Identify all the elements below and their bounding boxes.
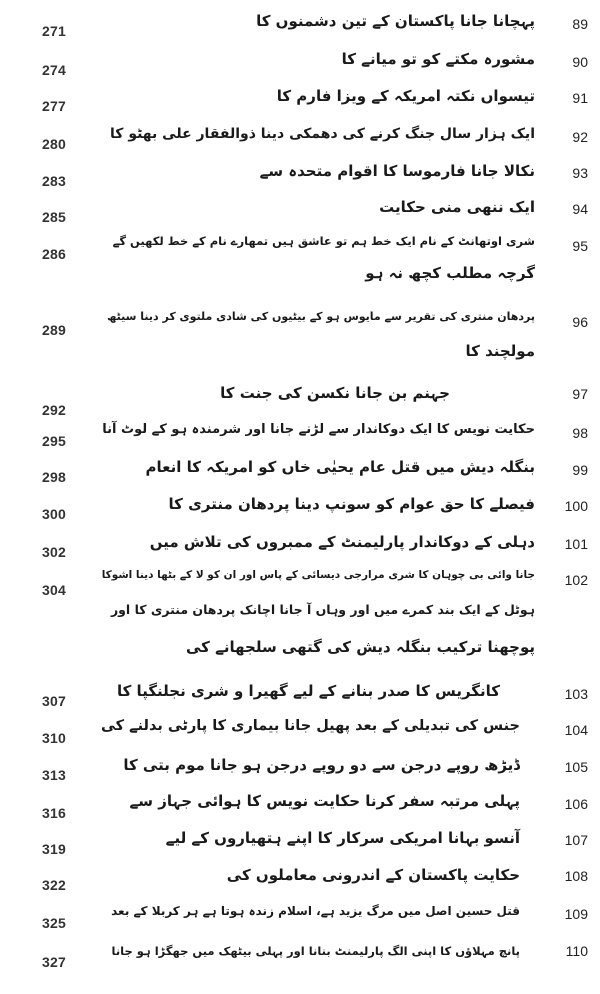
page-number: 274 bbox=[42, 62, 66, 78]
toc-entry bbox=[0, 566, 600, 670]
toc-entry bbox=[0, 938, 600, 972]
entry-number: 104 bbox=[564, 722, 588, 738]
page-number: 327 bbox=[42, 954, 66, 970]
page-number: 319 bbox=[42, 841, 66, 857]
page-number: 283 bbox=[42, 173, 66, 189]
entry-title-line: تیسواں نکتہ امریکہ کے ویزا فارم کا bbox=[276, 87, 535, 105]
entry-number: 95 bbox=[572, 238, 588, 254]
entry-title-line: آنسو بہانا امریکی سرکار کا اپنے ہتھیاروں کے لیے bbox=[165, 829, 520, 847]
page-number: 307 bbox=[42, 693, 66, 709]
page-number: 300 bbox=[42, 506, 66, 522]
page-number: 322 bbox=[42, 877, 66, 893]
entry-title-line: پوچھنا ترکیب بنگلہ دیش کی گتھی سلجھانے کی bbox=[185, 638, 535, 656]
page-number: 277 bbox=[42, 98, 66, 114]
toc-entry bbox=[0, 680, 600, 712]
entry-number: 97 bbox=[572, 386, 588, 402]
entry-title-line: بنگلہ دیش میں قتل عام یحیٰی خاں کو امریکہ کا انعام bbox=[145, 458, 535, 476]
toc-entry bbox=[0, 456, 600, 488]
toc-entry bbox=[0, 420, 600, 452]
page-number: 292 bbox=[42, 402, 66, 418]
entry-title-line: ایک ننھی منی حکایت bbox=[379, 198, 535, 216]
entry-title-line: جانا وائی بی چوہان کا شری مرارجی دیسائی کے پاس اور ان کو لا کے بٹھا دینا اشوکا bbox=[101, 569, 535, 581]
entry-number: 105 bbox=[564, 759, 588, 775]
entry-number: 92 bbox=[572, 129, 588, 145]
entry-number: 93 bbox=[572, 165, 588, 181]
entry-number: 108 bbox=[564, 868, 588, 884]
toc-entry bbox=[0, 754, 600, 786]
toc-entry bbox=[0, 160, 600, 192]
toc-entry bbox=[0, 530, 600, 562]
toc-entry bbox=[0, 48, 600, 80]
entry-number: 109 bbox=[564, 906, 588, 922]
entry-number: 101 bbox=[564, 536, 588, 552]
entry-number: 102 bbox=[564, 572, 588, 588]
entry-number: 90 bbox=[572, 54, 588, 70]
entry-title-line: پہچانا جانا پاکستان کے تین دشمنوں کا bbox=[256, 12, 535, 30]
entry-title-line: قتل حسین اصل میں مرگ یزید ہے، اسلام زندہ ہوتا ہے ہر کربلا کے بعد bbox=[111, 904, 520, 918]
entry-title-line: پانچ مہلاؤں کا اپنی الگ پارلیمنٹ بنانا اور پہلی بیٹھک میں جھگڑا ہو جانا bbox=[111, 944, 520, 958]
entry-title-line: مولچند کا bbox=[465, 342, 535, 360]
entry-number: 107 bbox=[564, 832, 588, 848]
entry-number: 99 bbox=[572, 462, 588, 478]
page-number: 271 bbox=[42, 23, 66, 39]
entry-title-line: کانگریس کا صدر بنانے کے لیے گھیرا و شری نجلنگپا کا bbox=[116, 682, 500, 700]
entry-number: 96 bbox=[572, 314, 588, 330]
page-number: 289 bbox=[42, 322, 66, 338]
entry-number: 110 bbox=[565, 943, 588, 959]
entry-number: 94 bbox=[572, 201, 588, 217]
page-number: 280 bbox=[42, 136, 66, 152]
entry-title-line: حکایت پاکستان کے اندرونی معاملوں کی bbox=[226, 866, 520, 884]
entry-title-line: ایک ہزار سال جنگ کرنے کی دھمکی دینا ذوالفقار علی بھٹو کا bbox=[110, 126, 535, 142]
toc-entry bbox=[0, 308, 600, 370]
toc-entry bbox=[0, 716, 600, 748]
page-number: 316 bbox=[42, 805, 66, 821]
entry-title-line: نکالا جانا فارموسا کا اقوام متحدہ سے bbox=[259, 162, 535, 180]
page-number: 286 bbox=[42, 246, 66, 262]
toc-entry bbox=[0, 10, 600, 42]
entry-number: 91 bbox=[572, 90, 588, 106]
toc-entry bbox=[0, 900, 600, 932]
entry-title-line: گرچہ مطلب کچھ نہ ہو bbox=[365, 264, 535, 282]
page-number: 310 bbox=[42, 730, 66, 746]
page-number: 295 bbox=[42, 433, 66, 449]
entry-number: 106 bbox=[564, 796, 588, 812]
entry-title-line: جنس کی تبدیلی کے بعد پھیل جانا بیماری کا پارٹی بدلنے کی bbox=[100, 718, 520, 734]
page-number: 325 bbox=[42, 915, 66, 931]
entry-title-line: فیصلے کا حق عوام کو سونپ دینا پردھان منتری کا bbox=[168, 495, 535, 513]
entry-title-line: ہوٹل کے ایک بند کمرے میں اور وہاں آ جانا اچانک پردھان منتری کا اور bbox=[110, 602, 535, 617]
entry-title-line: حکایت نویس کا ایک دوکاندار سے لڑنے جانا اور شرمندہ ہو کے لوٹ آنا bbox=[102, 422, 535, 437]
entry-number: 100 bbox=[564, 498, 588, 514]
page-number: 304 bbox=[42, 582, 66, 598]
toc-entry bbox=[0, 84, 600, 116]
toc-entry bbox=[0, 790, 600, 822]
entry-number: 103 bbox=[564, 686, 588, 702]
toc-entry bbox=[0, 232, 600, 294]
toc-entry bbox=[0, 826, 600, 858]
page-number: 285 bbox=[42, 209, 66, 225]
toc-entry bbox=[0, 380, 600, 420]
toc-entry bbox=[0, 124, 600, 156]
entry-title-line: ڈیڑھ روپے درجن سے دو روپے درجن ہو جانا موم بتی کا bbox=[123, 756, 520, 774]
toc-entry bbox=[0, 492, 600, 524]
entry-title-line: دہلی کے دوکاندار پارلیمنٹ کے ممبروں کی تلاش میں bbox=[149, 533, 535, 551]
entry-title-line: پہلی مرتبہ سفر کرنا حکایت نویس کا ہوائی جہاز سے bbox=[129, 792, 520, 810]
entry-number: 98 bbox=[572, 425, 588, 441]
entry-number: 89 bbox=[572, 16, 588, 32]
entry-title-line: پردھان منتری کی تقریر سے مایوس ہو کے بیٹیوں کی شادی ملتوی کر دینا سیٹھ bbox=[106, 310, 535, 323]
toc-entry bbox=[0, 862, 600, 894]
page-number: 298 bbox=[42, 469, 66, 485]
entry-title-line: شری اوتھانٹ کے نام ایک خط ہم تو عاشق ہیں تمھارے نام کے خط لکھیں گے bbox=[112, 234, 535, 248]
toc-entry bbox=[0, 194, 600, 226]
page-number: 302 bbox=[42, 544, 66, 560]
entry-title-line: جہنم بن جانا نکسن کی جنت کا bbox=[220, 384, 450, 402]
entry-title-line: مشورہ مکتے کو تو میانے کا bbox=[341, 50, 535, 68]
page-number: 313 bbox=[42, 767, 66, 783]
